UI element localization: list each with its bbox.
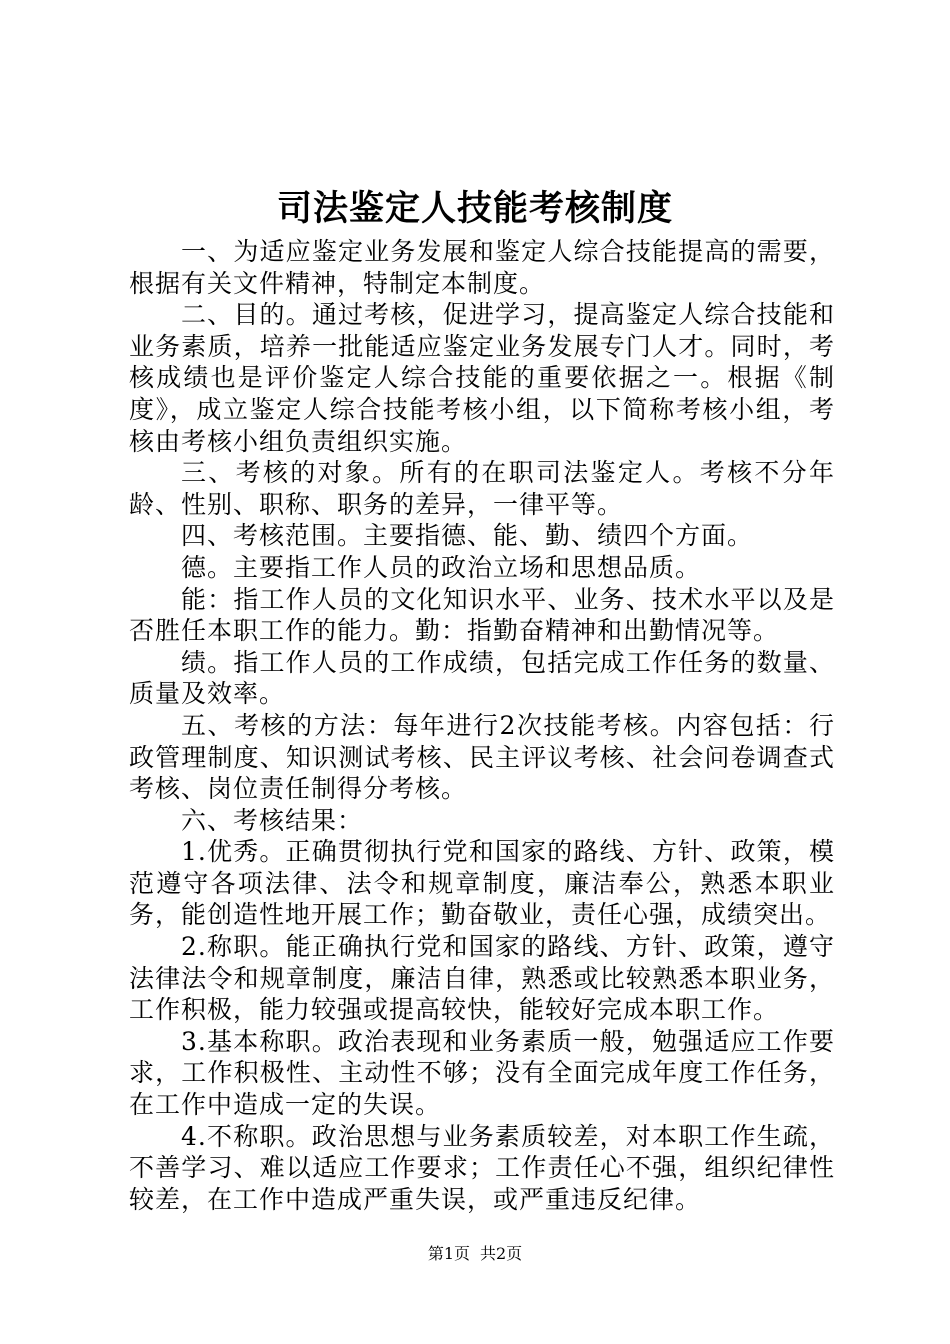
paragraph-ability: 能：指工作人员的文化知识水平、业务、技术水平以及是否胜任本职工作的能力。勤：指勤奋精神和出勤情况等。 [129,584,835,646]
page-number-current: 第1页 [427,1244,470,1263]
paragraph-result-incompetent: 4.不称职。政治思想与业务素质较差，对本职工作生疏，不善学习、难以适应工作要求；工作责任心不强，组织纪律性较差，在工作中造成严重失误，或严重违反纪律。 [129,1121,835,1214]
paragraph-performance: 绩。指工作人员的工作成绩，包括完成工作任务的数量、质量及效率。 [129,647,835,709]
paragraph-target: 三、考核的对象。所有的在职司法鉴定人。考核不分年龄、性别、职称、职务的差异，一律平等。 [129,458,835,519]
document-title: 司法鉴定人技能考核制度 [276,188,673,229]
paragraph-intro: 一、为适应鉴定业务发展和鉴定人综合技能提高的需要，根据有关文件精神，特制定本制度。 [129,237,835,298]
paragraph-virtue: 德。主要指工作人员的政治立场和思想品质。 [181,552,702,582]
paragraph-purpose: 二、目的。通过考核，促进学习，提高鉴定人综合技能和业务素质，培养一批能适应鉴定业务发展专门人才。同时，考核成绩也是评价鉴定人综合技能的重要依据之一。根据《制度》，成立鉴定人综合技能考核小组，以下简称考核小组，考核由考核小组负责组织实施。 [129,300,835,456]
paragraph-results-heading: 六、考核结果： [181,805,364,835]
paragraph-result-excellent: 1.优秀。正确贯彻执行党和国家的路线、方针、政策，模范遵守各项法律、法令和规章制度，廉洁奉公，熟悉本职业务，能创造性地开展工作；勤奋敬业，责任心强，成绩突出。 [129,837,835,930]
paragraph-result-competent: 2.称职。能正确执行党和国家的路线、方针、政策，遵守法律法令和规章制度，廉洁自律，熟悉或比较熟悉本职业务，工作积极，能力较强或提高较快，能较好完成本职工作。 [129,932,835,1025]
document-body [129,236,835,1215]
paragraph-method: 五、考核的方法：每年进行2次技能考核。内容包括：行政管理制度、知识测试考核、民主评议考核、社会问卷调查式考核、岗位责任制得分考核。 [129,710,835,804]
page-footer [0,1244,950,1264]
paragraph-result-basic: 3.基本称职。政治表现和业务素质一般，勉强适应工作要求，工作积极性、主动性不够；没有全面完成年度工作任务，在工作中造成一定的失误。 [129,1026,835,1120]
paragraph-scope: 四、考核范围。主要指德、能、勤、绩四个方面。 [181,521,754,551]
page-number-total: 共2页 [480,1244,523,1263]
